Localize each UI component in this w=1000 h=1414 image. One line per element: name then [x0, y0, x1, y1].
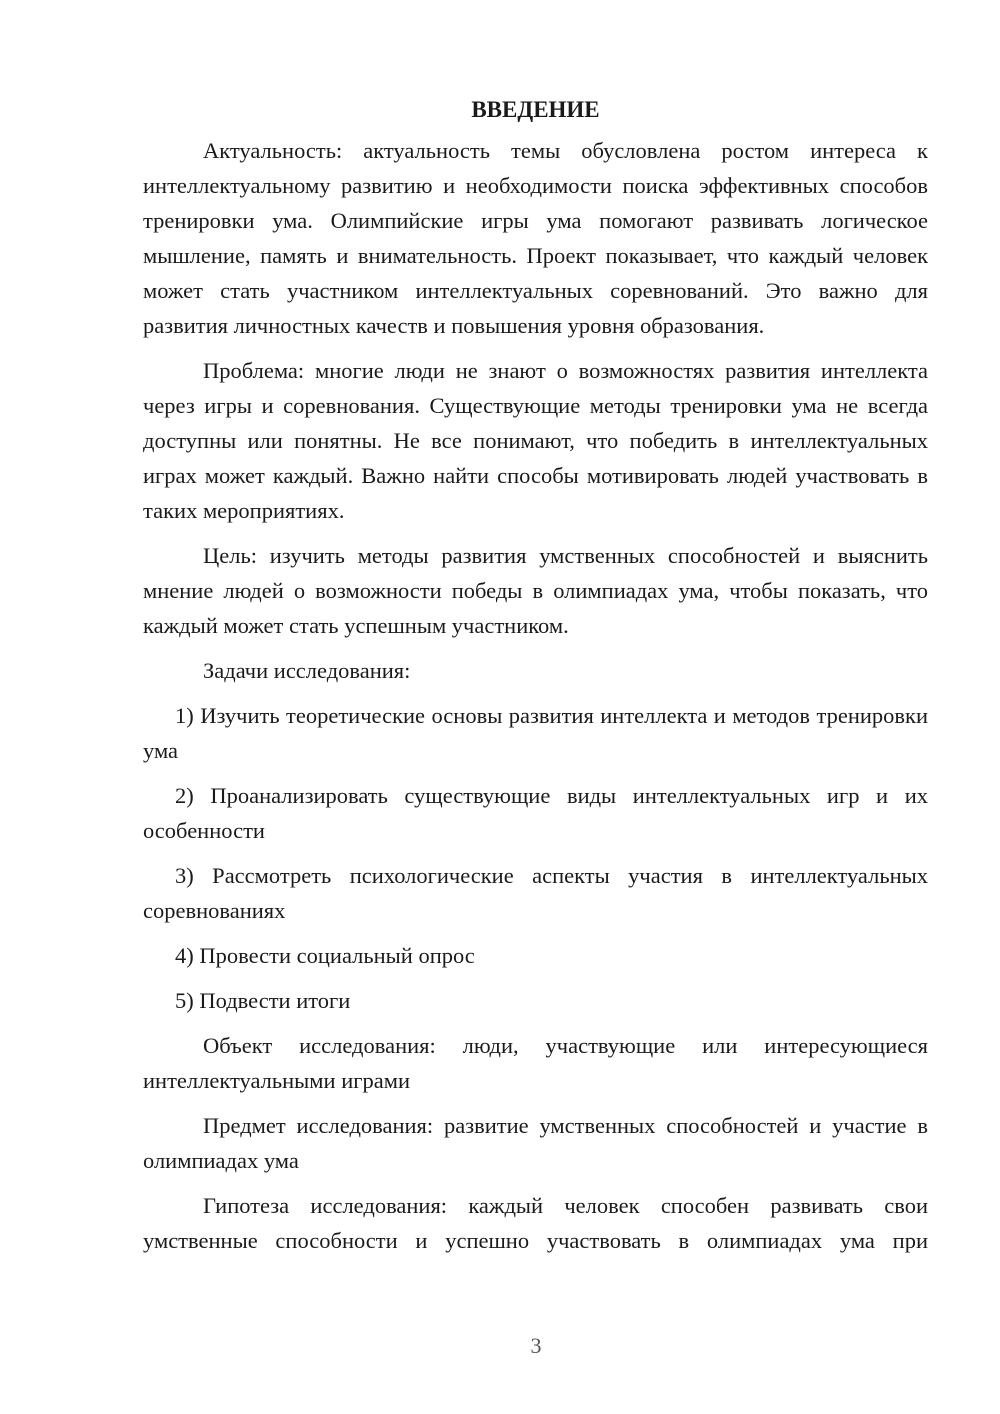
list-item: 3) Рассмотреть психологические аспекты участия в интеллектуальных соревнованиях [143, 863, 928, 923]
list-item: 2) Проанализировать существующие виды интеллектуальных игр и их особенности [143, 783, 928, 843]
relevance-paragraph: Актуальность: актуальность темы обусловлена ростом интереса к интеллектуальному развитию и необходимости поиска эффективных способов тренировки ума. Олимпийские игры ума помогают развивать логическое мышление, память и внимательность. Проект показывает, что каждый человек может стать участником интеллектуальных соревнований. Это важно для развития личностных качеств и повышения уровня образования. [143, 138, 928, 338]
list-item: 1) Изучить теоретические основы развития интеллекта и методов тренировки ума [143, 703, 928, 763]
tasks-heading: Задачи исследования: [203, 658, 411, 683]
list-item: 4) Провести социальный опрос [175, 943, 475, 968]
hypothesis-paragraph: Гипотеза исследования: каждый человек способен развивать свои умственные способности и успешно участвовать в олимпиадах ума при [143, 1193, 928, 1253]
object-paragraph: Объект исследования: люди, участвующие или интересующиеся интеллектуальными играми [143, 1033, 928, 1093]
tasks-list [143, 698, 928, 1018]
goal-paragraph: Цель: изучить методы развития умственных способностей и выяснить мнение людей о возможности победы в олимпиадах ума, чтобы показать, что каждый может стать успешным участником. [143, 543, 928, 638]
list-item: 5) Подвести итоги [175, 988, 351, 1013]
subject-paragraph: Предмет исследования: развитие умственных способностей и участие в олимпиадах ума [143, 1113, 928, 1173]
page-title: ВВЕДЕНИЕ [471, 97, 600, 122]
problem-paragraph: Проблема: многие люди не знают о возможностях развития интеллекта через игры и соревнования. Существующие методы тренировки ума не всегда доступны или понятны. Не все понимают, что победить в интеллектуальных играх может каждый. Важно найти способы мотивировать людей участвовать в таких мероприятиях. [143, 358, 928, 523]
page-number: 3 [530, 1333, 542, 1358]
document-page [143, 92, 928, 1268]
